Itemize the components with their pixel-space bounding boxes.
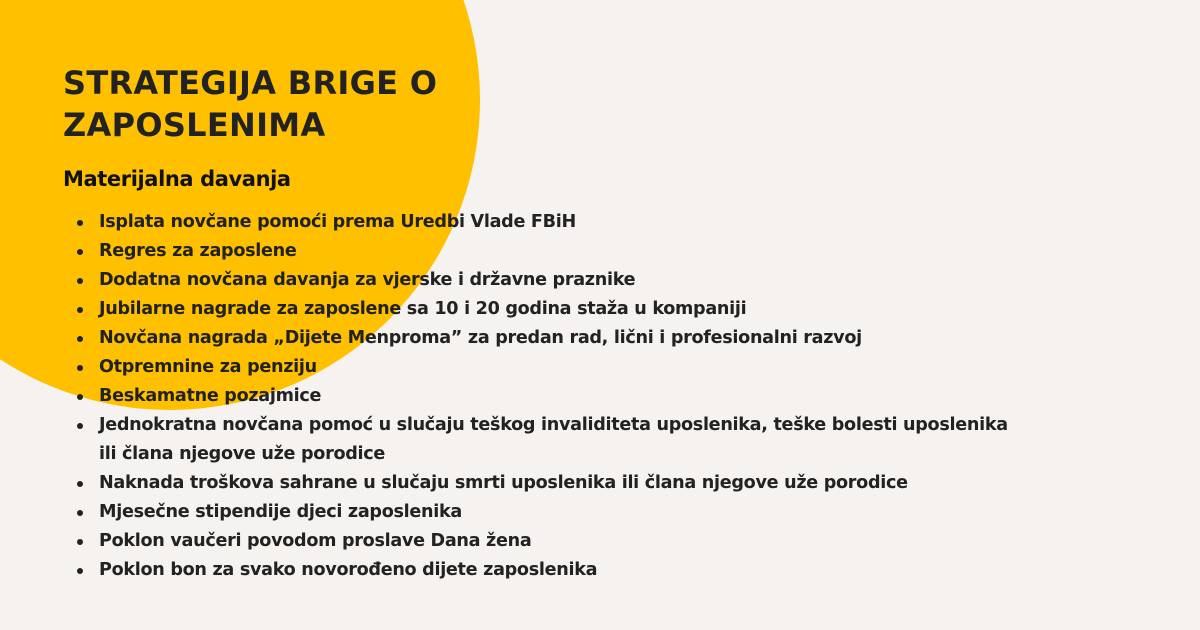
bullet-icon [77,220,83,226]
bullet-icon [77,336,83,342]
list-item-text: Regres za zaposlene [99,241,297,261]
main-content [63,62,1163,585]
bullet-icon [77,249,83,255]
bullet-icon [77,394,83,400]
list-item [63,527,1019,556]
list-item [63,237,1019,266]
list-item [63,324,1019,353]
list-item [63,556,1019,585]
list-item [63,295,1019,324]
bullet-icon [77,568,83,574]
list-item-text: Jednokratna novčana pomoć u slučaju teškog invaliditeta uposlenika, teške bolesti uposlenika ili člana njegove uže porodice [99,415,1008,464]
bullet-icon [77,278,83,284]
list-item [63,469,1019,498]
list-item-text: Novčana nagrada „Dijete Menproma” za predan rad, lični i profesionalni razvoj [99,328,862,348]
list-item-text: Beskamatne pozajmice [99,386,322,406]
bullet-icon [77,307,83,313]
bullet-icon [77,539,83,545]
list-item-text: Mjesečne stipendije djeci zaposlenika [99,502,462,522]
page-title: STRATEGIJA BRIGE O ZAPOSLENIMA [63,64,438,144]
list-item-text: Dodatna novčana davanja za vjerske i državne praznike [99,270,636,290]
list-item-text: Naknada troškova sahrane u slučaju smrti uposlenika ili člana njegove uže porodice [99,473,908,493]
bullet-icon [77,365,83,371]
list-item [63,353,1019,382]
list-item-text: Jubilarne nagrade za zaposlene sa 10 i 20 godina staža u kompaniji [99,299,747,319]
bullet-icon [77,510,83,516]
list-item [63,266,1019,295]
list-item-text: Poklon vaučeri povodom proslave Dana žena [99,531,532,551]
benefits-list [63,208,1163,585]
list-item-text: Otpremnine za penziju [99,357,317,377]
bullet-icon [77,481,83,487]
list-item-text: Poklon bon za svako novorođeno dijete zaposlenika [99,560,598,580]
list-item-text: Isplata novčane pomoći prema Uredbi Vlade FBiH [99,212,576,232]
bullet-icon [77,423,83,429]
list-item [63,208,1019,237]
list-item [63,382,1019,411]
list-item [63,498,1019,527]
section-subtitle: Materijalna davanja [63,167,291,191]
list-item [63,411,1019,469]
